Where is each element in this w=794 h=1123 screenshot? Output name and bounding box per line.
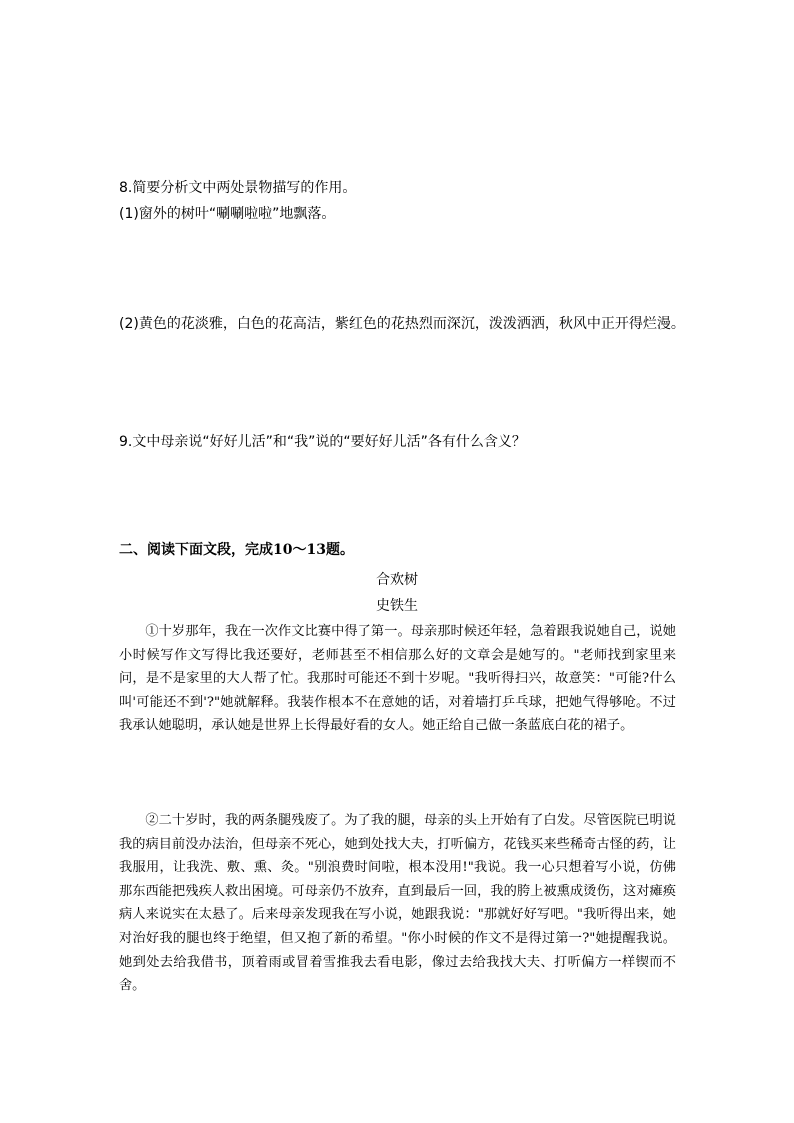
question-8-part-2: (2)黄色的花淡雅，白色的花高洁，紫红色的花热烈而深沉，泼泼洒洒，秋风中正开得烂漫。 — [119, 316, 685, 332]
passage-title: 合欢树 — [376, 572, 418, 588]
passage-paragraph-2: ②二十岁时，我的两条腿残废了。为了我的腿，母亲的头上开始有了白发。尽管医院已明说我的病目前没办法治，但母亲不死心，她到处找大夫，打听偏方，花钱买来些稀奇古怪的药，让我服用，让我洗、敷、熏、灸。"别浪费时间啦，根本没用!"我说。我一心只想着写小说，仿佛那东西能把残疾人救出困境。可母亲仍不放弃，直到最后一回，我的胯上被熏成烫伤，这对瘫痪病人来说实在太悬了。后来母亲发现我在写小说，她跟我说："那就好好写吧。"我听得出来，她对治好我的腿也终于绝望，但又抱了新的希望。"你小时候的作文不是得过第一?"她提醒我说。她到处去给我借书，顶着雨或冒着雪推我去看电影，像过去给我找大夫、打听偏方一样锲而不舍。 — [119, 813, 676, 994]
passage-paragraph-1: ①十岁那年，我在一次作文比赛中得了第一。母亲那时候还年轻，急着跟我说她自己，说她小时候写作文写得比我还要好，老师甚至不相信那么好的文章会是她写的。"老师找到家里来问，是不是家里的大人帮了忙。我那时可能还不到十岁呢。"我听得扫兴，故意笑："可能?什么叫'可能还不到'?"她就解释。我装作根本不在意她的话，对着墙打乒乓球，把她气得够呛。不过我承认她聪明，承认她是世界上长得最好看的女人。她正给自己做一条蓝底白花的裙子。 — [119, 624, 676, 734]
question-8-part-1: (1)窗外的树叶“唰唰啦啦”地飘落。 — [119, 206, 336, 222]
passage-author: 史铁生 — [376, 598, 418, 614]
question-8: 8.简要分析文中两处景物描写的作用。 — [119, 180, 357, 196]
section-heading: 二、阅读下面文段，完成10～13题。 — [119, 542, 354, 558]
question-9: 9.文中母亲说“好好儿活”和“我”说的“要好好儿活”各有什么含义？ — [119, 434, 526, 450]
